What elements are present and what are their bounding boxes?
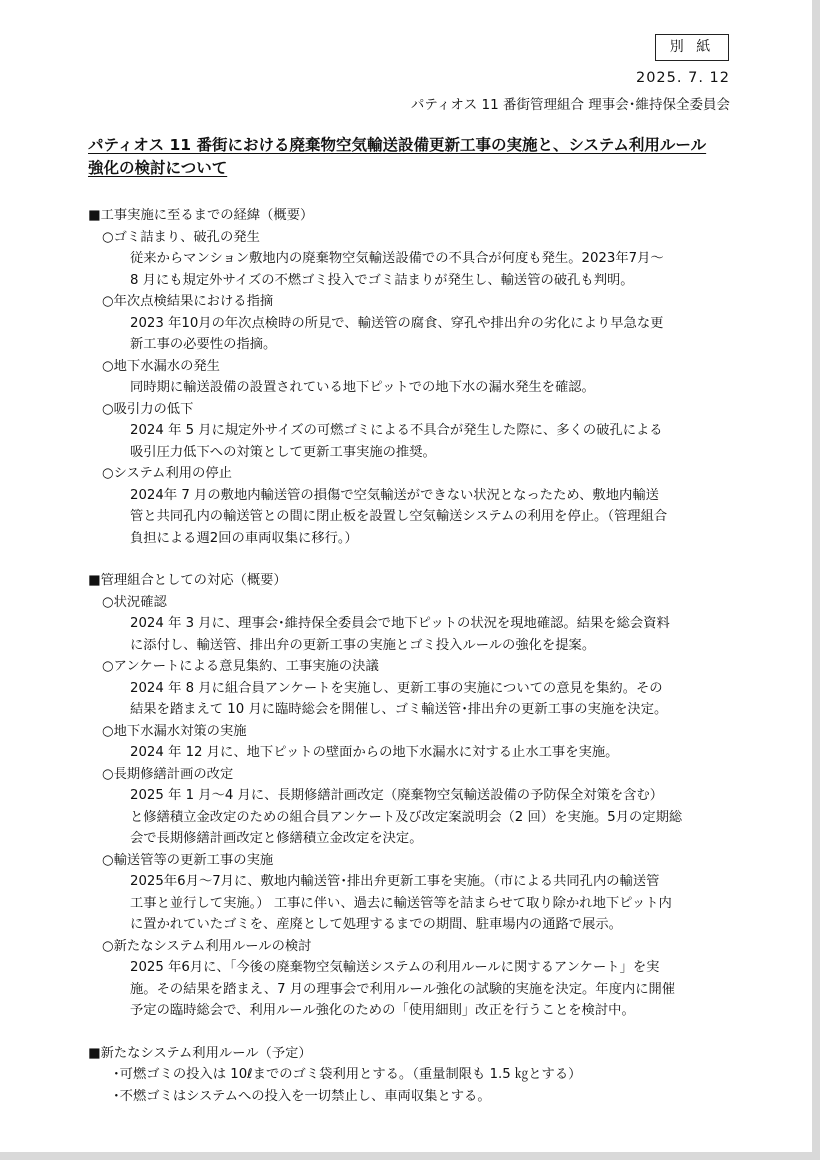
item-body-line: 2024年 7 月の敷地内輸送管の損傷で空気輸送ができない状況となったため、敷地内輸送 — [130, 487, 659, 503]
rule-item: ･不燃ゴミはシステムへの投入を一切禁止し、車両収集とする。 — [113, 1088, 491, 1104]
rule-item: ･可燃ゴミの投入は 10ℓまでのゴミ袋利用とする。（重量制限も 1.5 ㎏とする） — [113, 1067, 582, 1082]
section — [88, 570, 748, 1022]
item-body-line: と修繕積立金改定のための組合員アンケート及び改定案説明会（2 回）を実施。5月の定期総 — [130, 809, 683, 825]
item-body-line: 吸引圧力低下への対策として更新工事実施の推奨。 — [130, 444, 436, 460]
item-heading: ○新たなシステム利用ルールの検討 — [102, 938, 312, 954]
item-heading: ○ゴミ詰まり、破孔の発生 — [102, 229, 260, 245]
item-body-line: 2025 年6月に、「今後の廃棄物空気輸送システムの利用ルールに関するアンケート」を実 — [130, 960, 660, 975]
item-heading: ○年次点検結果における指摘 — [102, 294, 274, 309]
item-body-line: 結果を踏まえて 10 月に臨時総会を開催し、ゴミ輸送管･排出弁の更新工事の実施を決定。 — [130, 702, 668, 717]
item-body-line: 工事と並行して実施。） 工事に伴い、過去に輸送管等を詰まらせて取り除かれ地下ピット内 — [130, 895, 672, 911]
title-line-1: パティオス 11 番街における廃棄物空気輸送設備更新工事の実施と、システム利用ルール — [88, 136, 707, 154]
item-body-line: 2025 年 1 月～4 月に、長期修繕計画改定（廃棄物空気輸送設備の予防保全対策を含む） — [130, 788, 664, 803]
rules-section — [88, 1043, 748, 1108]
item-body-line: 負担による週2回の車両収集に移行。） — [130, 530, 358, 546]
item-heading: ○システム利用の停止 — [102, 466, 232, 481]
sections-container — [88, 205, 748, 1022]
item-body-line: 2025年6月～7月に、敷地内輸送管･排出弁更新工事を実施。（市による共同孔内の輸送管 — [130, 874, 660, 889]
item-heading: ○地下水漏水対策の実施 — [102, 723, 247, 739]
document-body — [88, 205, 748, 1128]
item-body-line: 同時期に輸送設備の設置されている地下ピットでの地下水の漏水発生を確認。 — [130, 380, 595, 395]
item-heading: ○状況確認 — [102, 594, 167, 610]
item-heading: ○長期修繕計画の改定 — [102, 766, 234, 782]
item-body-line: 2023 年10月の年次点検時の所見で、輸送管の腐食、穿孔や排出弁の劣化により早急な更 — [130, 315, 664, 331]
title-line-2: 強化の検討について — [88, 159, 228, 177]
item-body-line: 2024 年 3 月に、理事会･維持保全委員会で地下ピットの状況を現地確認。結果を総会資料 — [130, 616, 670, 631]
section — [88, 205, 748, 549]
item-heading: ○吸引力の低下 — [102, 401, 194, 417]
item-body-line: 施。その結果を踏まえ、7 月の理事会で利用ルール強化の試験的実施を決定。年度内に開催 — [130, 981, 676, 997]
item-body-line: 2024 年 8 月に組合員アンケートを実施し、更新工事の実施についての意見を集約。その — [130, 680, 663, 696]
item-body-line: 8 月にも規定外サイズの不燃ゴミ投入でゴミ詰まりが発生し、輸送管の破孔も判明。 — [130, 272, 634, 288]
attachment-label-box: 別 紙 — [655, 34, 729, 61]
item-body-line: 2024 年 5 月に規定外サイズの可燃ゴミによる不具合が発生した際に、多くの破孔による — [130, 423, 663, 438]
rules-section-heading: ■新たなシステム利用ルール（予定） — [88, 1045, 312, 1061]
item-heading: ○輸送管等の更新工事の実施 — [102, 852, 274, 868]
item-heading: ○アンケートによる意見集約、工事実施の決議 — [102, 659, 379, 674]
item-body-line: 管と共同孔内の輸送管との間に閉止板を設置し空気輸送システムの利用を停止。（管理組合 — [130, 509, 668, 524]
document-title — [88, 134, 738, 180]
document-date: 2025. 7. 12 — [635, 70, 730, 86]
item-body-line: 会で長期修繕計画改定と修繕積立金改定を決定。 — [130, 831, 423, 846]
item-body-line: 2024 年 12 月に、地下ピットの壁面からの地下水漏水に対する止水工事を実施。 — [130, 745, 619, 760]
issuing-organization: パティオス 11 番街管理組合 理事会･維持保全委員会 — [410, 97, 730, 113]
item-body-line: 新工事の必要性の指摘。 — [130, 337, 277, 352]
item-body-line: 従来からマンション敷地内の廃棄物空気輸送設備での不具合が何度も発生。2023年7月～ — [130, 251, 664, 266]
section-heading: ■工事実施に至るまでの経緯（概要） — [88, 208, 314, 223]
item-body-line: 予定の臨時総会で、利用ルール強化のための「使用細則」改正を行うことを検討中。 — [130, 1003, 635, 1018]
section-heading: ■管理組合としての対応（概要） — [88, 573, 287, 588]
item-body-line: に置かれていたゴミを、産廃として処理するまでの期間、駐車場内の通路で展示。 — [130, 917, 622, 932]
item-body-line: に添付し、輸送管、排出弁の更新工事の実施とゴミ投入ルールの強化を提案。 — [130, 637, 596, 653]
item-heading: ○地下水漏水の発生 — [102, 358, 220, 374]
